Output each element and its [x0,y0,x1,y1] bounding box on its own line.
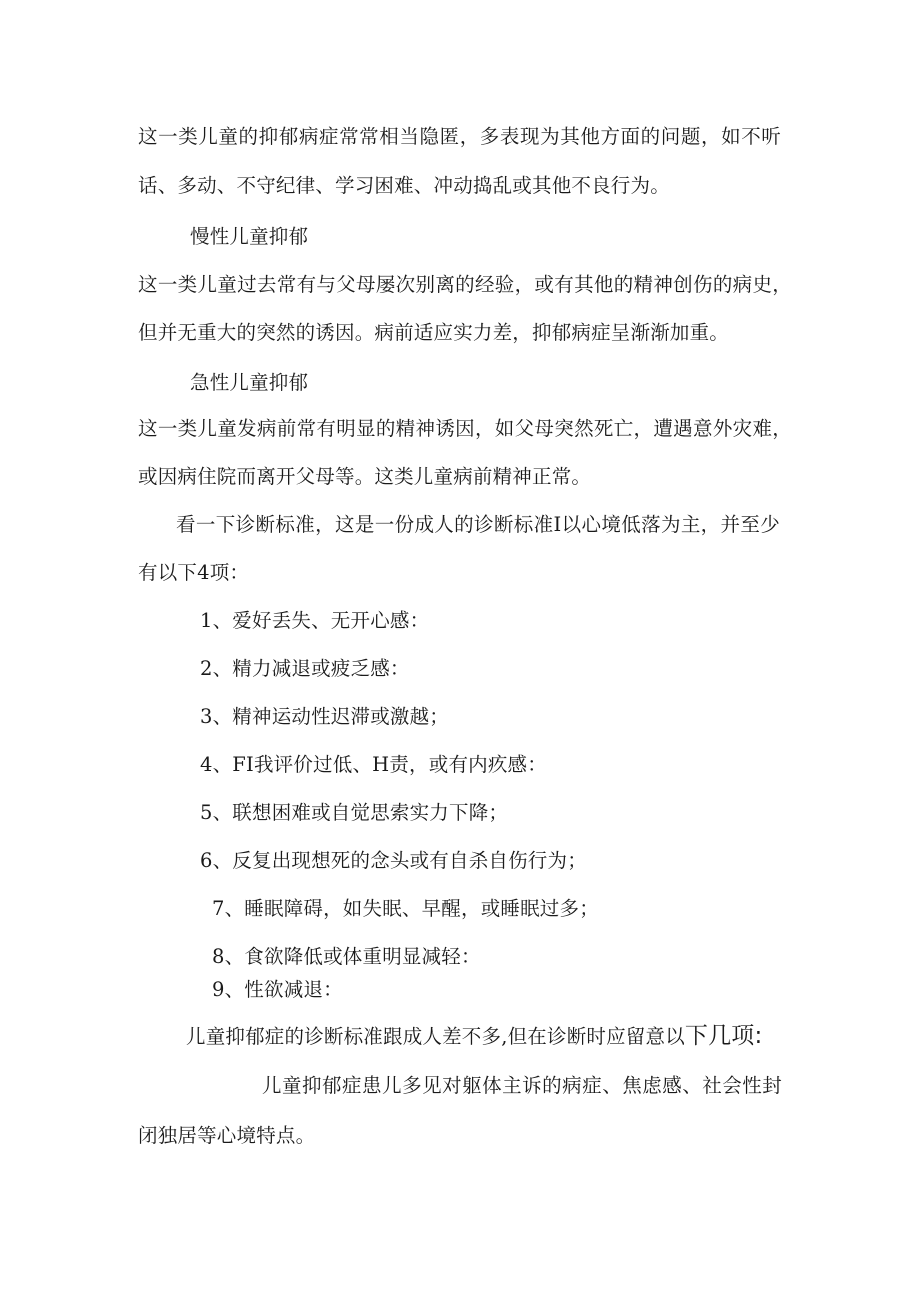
paragraph-line: 这一类儿童过去常有与父母屡次别离的经验，或有其他的精神创伤的病史， [138,273,792,296]
criteria-item: 3、精神运动性迟滞或激越； [200,705,450,728]
criteria-item: 6、反复出现想死的念头或有自杀自伤行为； [200,849,587,872]
criteria-item: 1、爱好丢失、无开心感： [200,609,430,632]
criteria-item: 8、食欲降低或体重明显减轻： [212,945,481,968]
paragraph-line: 这一类儿童发病前常有明显的精神诱因，如父母突然死亡，遭遇意外灾难， [138,417,792,440]
section-heading-acute: 急性儿童抑郁 [190,371,309,394]
paragraph-line: 有以下4项： [138,561,250,584]
criteria-item: 5、联想困难或自觉思索实力下降； [200,801,509,824]
paragraph-line: 儿童抑郁症患儿多见对躯体主诉的病症、焦虑感、社会性封 [262,1074,782,1097]
criteria-item: 9、性欲减退： [212,978,343,1001]
paragraph-line: 或因病住院而离开父母等。这类儿童病前精神正常。 [138,465,592,488]
paragraph-line: 闭独居等心境特点。 [138,1124,316,1147]
paragraph-line: 这一类儿童的抑郁病症常常相当隐匿，多表现为其他方面的问题，如不听 [138,125,781,148]
paragraph-line: 看一下诊断标准，这是一份成人的诊断标准I以心境低落为主，并至少 [176,513,780,536]
paragraph-text: 儿童抑郁症的诊断标准跟成人差不多,但在诊断时应留意以 [186,1025,685,1048]
paragraph-line: 话、多动、不守纪律、学习困难、冲动捣乱或其他不良行为。 [138,174,670,197]
criteria-item: 2、精力减退或疲乏感： [200,657,410,680]
paragraph-text-large: 下几项: [684,1023,763,1049]
paragraph-line: 但并无重大的突然的诱因。病前适应实力差，抑郁病症呈渐渐加重。 [138,321,730,344]
criteria-item: 7、睡眠障碍，如失眠、早醒，或睡眠过多； [212,897,599,920]
section-heading-chronic: 慢性儿童抑郁 [190,225,309,248]
criteria-item: 4、FI我评价过低、H责，或有内疚感： [200,753,547,776]
paragraph-line [186,1022,762,1051]
